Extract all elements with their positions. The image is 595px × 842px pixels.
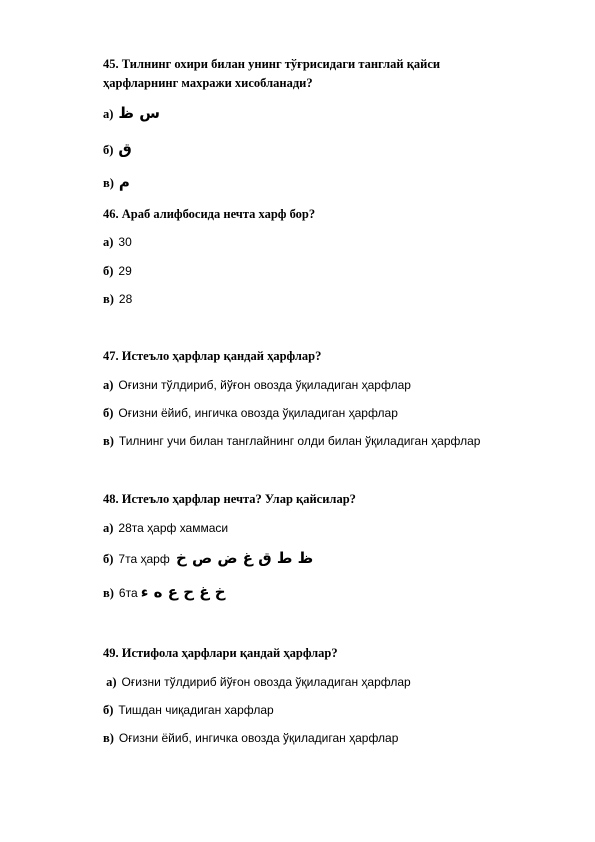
option-prefix: 7та ҳарф xyxy=(118,552,170,566)
option-label: б) xyxy=(103,552,114,566)
option-label: б) xyxy=(103,143,114,157)
option-text: 30 xyxy=(118,235,132,249)
option-label: а) xyxy=(103,378,114,392)
option-label: б) xyxy=(103,406,114,420)
question-45-title-line2: ҳарфларнинг махражи хисобланади? xyxy=(103,76,313,90)
option-label: б) xyxy=(103,703,114,717)
question-49-option-a xyxy=(103,674,411,690)
option-prefix: 6та xyxy=(118,586,138,600)
option-label: а) xyxy=(103,521,114,535)
question-48-title: 48. Истеъло ҳарфлар нечта? Улар қайсилар? xyxy=(103,492,356,506)
option-text: Оғизни ёйиб, ингичка овозда ўқиладиган ҳарфлар xyxy=(118,731,399,745)
question-49-option-b xyxy=(103,702,274,718)
option-text: ظ ط ق غ ض ص خ xyxy=(175,549,314,567)
option-text: ق xyxy=(118,140,132,158)
option-text: 28та ҳарф хаммаси xyxy=(118,521,229,535)
question-47-title: 47. Истеъло ҳарфлар қандай ҳарфлар? xyxy=(103,349,322,363)
option-text: م xyxy=(118,173,130,191)
question-45-option-c xyxy=(103,174,130,191)
option-label: б) xyxy=(103,264,114,278)
option-label: в) xyxy=(103,176,114,190)
option-text: Оғизни тўлдириб йўғон овозда ўқиладиган ҳарфлар xyxy=(121,675,411,689)
question-46-option-b xyxy=(103,263,132,279)
question-46-option-a xyxy=(103,234,132,250)
question-45-title-line1: 45. Тилнинг охири билан унинг тўғрисидаги танглай қайси xyxy=(103,57,441,71)
option-label: в) xyxy=(103,292,114,306)
option-label: а) xyxy=(103,675,117,689)
question-48-option-b xyxy=(103,550,313,567)
question-49-title: 49. Истифола ҳарфлари қандай ҳарфлар? xyxy=(103,646,338,660)
option-text: خ غ ح ع ه ء xyxy=(140,583,226,601)
option-text: 29 xyxy=(118,264,132,278)
option-text: Тилнинг учи билан танглайнинг олди билан ўқиладиган ҳарфлар xyxy=(118,434,481,448)
option-label: в) xyxy=(103,731,114,745)
question-45-option-b xyxy=(103,141,132,158)
option-label: в) xyxy=(103,434,114,448)
question-48-option-c xyxy=(103,584,226,601)
question-47-option-b xyxy=(103,405,398,421)
option-text: Тишдан чиқадиган харфлар xyxy=(118,703,274,717)
question-46-title: 46. Араб алифбосида нечта харф бор? xyxy=(103,207,316,221)
question-47-option-c xyxy=(103,433,480,449)
option-label: в) xyxy=(103,586,114,600)
question-45-option-a xyxy=(103,105,160,122)
option-text: Оғизни тўлдириб, йўғон овозда ўқиладиган ҳарфлар xyxy=(118,378,411,392)
question-46-option-c xyxy=(103,291,132,307)
question-49-option-c xyxy=(103,730,398,746)
option-text: س ظ xyxy=(118,104,160,122)
option-text: Оғизни ёйиб, ингичка овозда ўқиладиган ҳарфлар xyxy=(118,406,398,420)
question-47-option-a xyxy=(103,377,411,393)
option-label: а) xyxy=(103,235,114,249)
option-label: а) xyxy=(103,107,114,121)
option-text: 28 xyxy=(118,292,133,306)
question-48-option-a xyxy=(103,520,228,536)
